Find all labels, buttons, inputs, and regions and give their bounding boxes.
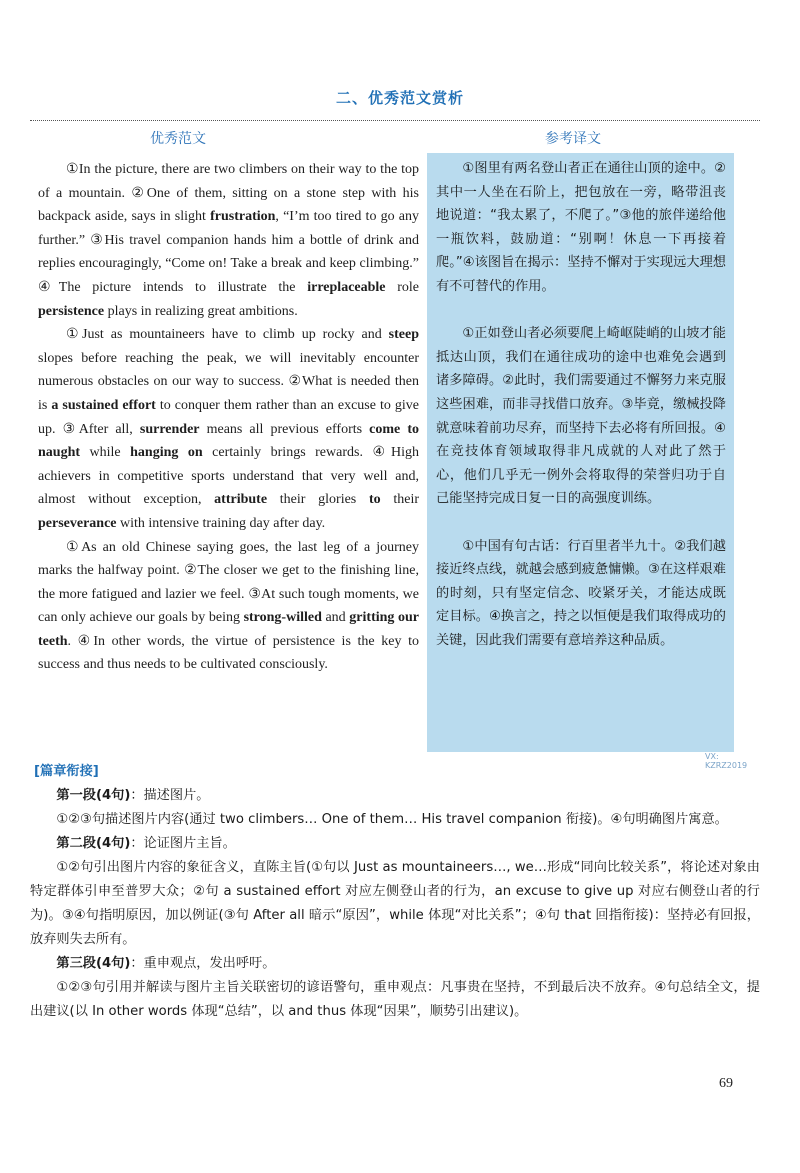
cohesion-heading: [篇章衔接] — [34, 764, 99, 779]
essay-text: certainly brings rewards. ④High achievers in competitive sports understand that very well and, almost without exception, — [38, 445, 419, 508]
translation-paragraph-2: ①正如登山者必须要爬上崎岖陡峭的山坡才能抵达山顶，我们在通往成功的途中也难免会遇到诸多障碍。②此时，我们需要通过不懈努力来克服这些困难，而非寻找借口放弃。③毕竟，缴械投降就意味着前功尽弃，而坚持下去必将有所回报。④在竞技体育领域取得非凡成就的人对此了然于心，他们几乎无一例外会将取得的荣誉归功于自己能坚持完成日复一日的高强度训练。 — [436, 326, 726, 507]
essay-text: slopes before reaching the peak, we will inevitably encounter numerous obstacles on our way to success. ②What is needed then is — [38, 350, 419, 413]
essay-text: ①As an old Chinese saying goes, the last leg of a journey marks the halfway point. ②The closer we get to the finishing line, the more fatigued and lazier we feel. ③At such tough moments, we can only achieve our goals by being — [38, 539, 419, 626]
essay-keyword: attribute — [214, 492, 268, 508]
essay-keyword: steep — [388, 327, 419, 343]
translation-column-header: 参考译文 — [545, 131, 601, 147]
cohesion-para1-label: 第一段(4句) — [56, 788, 131, 803]
essay-text: , “I’m too tired to go any further.” ③His travel companion hands him a bottle of drink and replies encouragingly, “Come on! Take a break and keep climbing.” ④The picture intends to illustrate the — [38, 209, 419, 295]
essay-text: role — [385, 279, 420, 295]
cohesion-para2-detail: ①②句引出图片内容的象征含义，直陈主旨(①句以 Just as mountaineers…, we…形成“同向比较关系”，将论述对象由特定群体引申至普罗大众；②句 a sustained effort 对应左侧登山者的行为，an excuse to give up 对应右侧登山者的行为)。③④句指明原因，加以例证(③句 After all 暗示“原因”，while 体现“对比关系”；④句 that 回指衔接)：坚持必有回报，放弃则失去所有。 — [30, 860, 760, 947]
essay-text: . ④In other words, the virtue of persistence is the key to success and thus needs to be cultivated consciously. — [38, 633, 419, 673]
cohesion-para2-summary: ：论证图片主旨。 — [130, 836, 236, 851]
cohesion-para1-summary: ：描述图片。 — [130, 788, 210, 803]
translation-box — [427, 153, 734, 752]
essay-keyword: a sustained effort — [51, 397, 156, 413]
essay-keyword: perseverance — [38, 515, 117, 531]
essay-text: with intensive training day after day. — [116, 515, 326, 531]
essay-text: and — [321, 610, 350, 626]
essay-text: their — [380, 492, 420, 508]
essay-text: ①Just as mountaineers have to climb up rocky and — [66, 327, 389, 343]
model-essay — [38, 158, 419, 677]
essay-paragraph-3 — [38, 536, 419, 678]
page-title: 二、优秀范文赏析 — [335, 89, 464, 107]
essay-paragraph-2 — [38, 323, 419, 535]
translation-paragraph-1: ①图里有两名登山者正在通往山顶的途中。②其中一人坐在石阶上，把包放在一旁，略带沮丧地说道：“我太累了，不爬了。”③他的旅伴递给他一瓶饮料，鼓励道：“别啊！休息一下再接着爬。”④该图旨在揭示：坚持不懈对于实现远大理想有不可替代的作用。 — [436, 161, 726, 294]
watermark-line-2: KZRZ2019 — [705, 761, 748, 770]
essay-keyword: persistence — [38, 303, 105, 319]
essay-text: to conquer them rather than an excuse to give up. ③After all, — [38, 397, 419, 437]
cohesion-para3-detail: ①②③句引用并解读与图片主旨关联密切的谚语警句，重申观点：凡事贵在坚持，不到最后决不放弃。④句总结全文，提出建议(以 In other words 体现“总结”，以 and thus 体现“因果”，顺势引出建议)。 — [30, 980, 760, 1019]
cohesion-section — [30, 760, 760, 1024]
cohesion-para3-line — [30, 952, 760, 976]
translation-paragraph-3: ①中国有句古话：行百里者半九十。②我们越接近终点线，就越会感到疲惫慵懒。③在这样艰难的时刻，只有坚定信念、咬紧牙关，才能达成既定目标。④换言之，持之以恒便是我们取得成功的关键，因此我们需要有意培养这种品质。 — [436, 538, 726, 648]
essay-text: means all previous efforts — [199, 421, 370, 437]
cohesion-para1-line — [30, 784, 760, 808]
page-number: 69 — [719, 1076, 733, 1091]
dotted-divider — [30, 120, 760, 121]
essay-text: ①In the picture, there are two climbers on their way to the top of a mountain. ②One of them, sitting on a stone step with his backpack aside, says in slight — [38, 162, 419, 225]
essay-column-header: 优秀范文 — [150, 131, 206, 147]
cohesion-para2-label: 第二段(4句) — [56, 836, 131, 851]
essay-text: while — [80, 445, 131, 461]
cohesion-para3-summary: ：重申观点，发出呼吁。 — [130, 956, 276, 971]
essay-paragraph-1 — [38, 158, 419, 323]
cohesion-para1-detail: ①②③句描述图片内容(通过 two climbers… One of them… His travel companion 衔接)。④句明确图片寓意。 — [56, 812, 728, 827]
essay-keyword: to — [368, 492, 381, 508]
essay-keyword: come to naught — [38, 421, 419, 461]
essay-keyword: surrender — [139, 421, 200, 437]
essay-keyword: strong-willed — [243, 610, 322, 626]
cohesion-para2-line — [30, 832, 760, 856]
essay-keyword: gritting our teeth — [38, 610, 419, 649]
essay-keyword: hanging on — [130, 445, 203, 461]
essay-keyword: irreplaceable — [307, 279, 386, 295]
essay-keyword: frustration — [210, 209, 276, 225]
essay-text: their glories — [267, 492, 369, 508]
essay-text: plays in realizing great ambitions. — [104, 303, 298, 319]
cohesion-para3-label: 第三段(4句) — [56, 956, 131, 971]
watermark-line-1: VX: — [705, 752, 719, 761]
